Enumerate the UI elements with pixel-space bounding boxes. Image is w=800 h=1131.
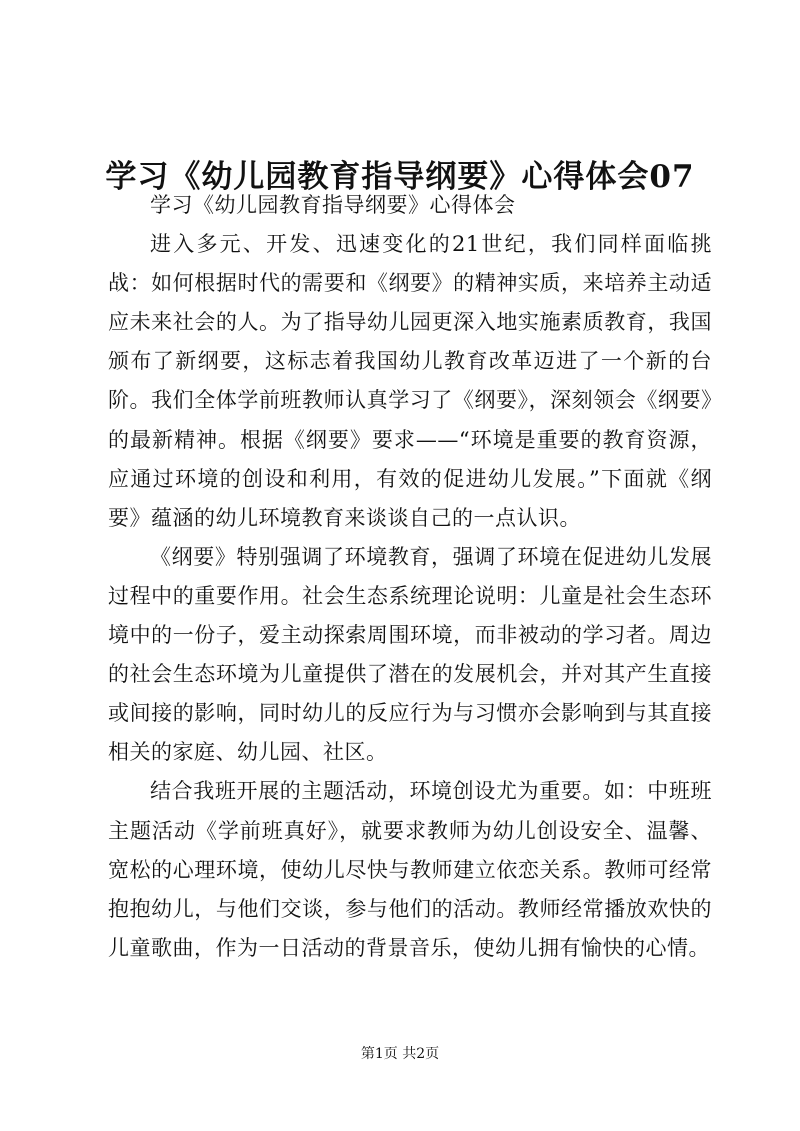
paragraph-1: 进入多元、开发、迅速变化的21世纪，我们同样面临挑战：如何根据时代的需要和《纲要》的精神实质，来培养主动适应未来社会的人。为了指导幼儿园更深入地实施素质教育，我国颁布了新纲要，这标志着我国幼儿教育改革迈进了一个新的台阶。我们全体学前班教师认真学习了《纲要》，深刻领会《纲要》的最新精神。根据《纲要》要求——“环境是重要的教育资源，应通过环境的创设和利用，有效的促进幼儿发展。”下面就《纲要》蕴涵的幼儿环境教育来谈谈自己的一点认识。 (108, 232, 712, 530)
document-body (108, 186, 712, 968)
page-number-footer: 第1页 共2页 (360, 1046, 440, 1062)
document-title: 学习《幼儿园教育指导纲要》心得体会07 (105, 158, 695, 195)
paragraph-2: 《纲要》特别强调了环境教育，强调了环境在促进幼儿发展过程中的重要作用。社会生态系统理论说明：儿童是社会生态环境中的一份子，爱主动探索周围环境，而非被动的学习者。周边的社会生态环境为儿童提供了潜在的发展机会，并对其产生直接或间接的影响，同时幼儿的反应行为与习惯亦会影响到与其直接相关的家庭、幼儿园、社区。 (108, 544, 712, 765)
paragraph-3: 结合我班开展的主题活动，环境创设尤为重要。如：中班班主题活动《学前班真好》，就要求教师为幼儿创设安全、温馨、宽松的心理环境，使幼儿尽快与教师建立依恋关系。教师可经常抱抱幼儿，与他们交谈，参与他们的活动。教师经常播放欢快的儿童歌曲，作为一日活动的背景音乐，使幼儿拥有愉快的心情。 (108, 779, 712, 960)
document-subtitle: 学习《幼儿园教育指导纲要》心得体会 (150, 193, 516, 217)
